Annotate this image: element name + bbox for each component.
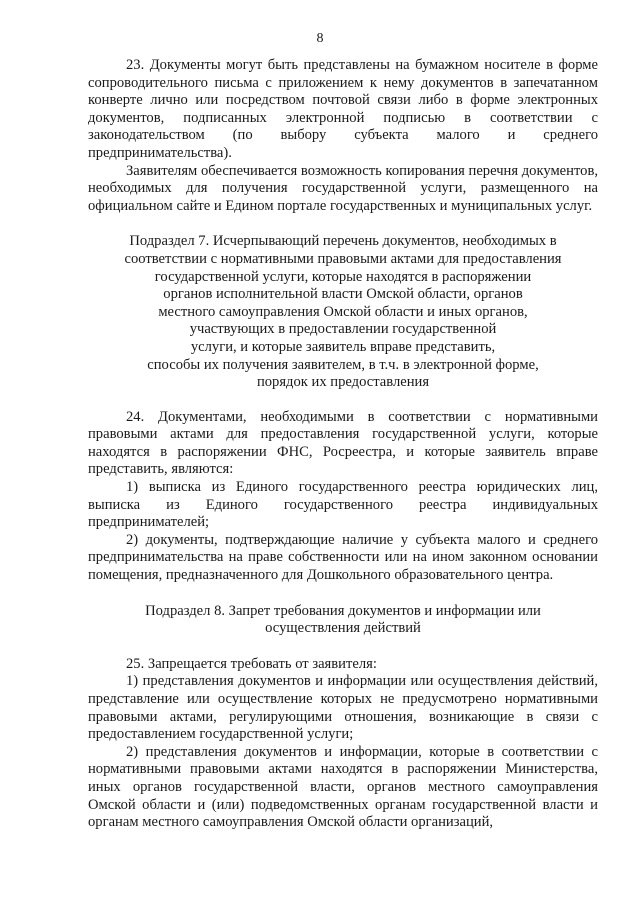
heading-line: органов исполнительной власти Омской области, органов [163, 286, 523, 303]
paragraph-copy-access: Заявителям обеспечивается возможность копирования перечня документов, необходимых для получения государственной услуги, размещенного на официальном сайте и Едином портале государственных и муниципальных услуг. [88, 162, 598, 214]
subsection-8-heading [88, 603, 598, 638]
document-body [88, 57, 598, 832]
heading-line: государственной услуги, которые находятся в распоряжении [154, 268, 532, 285]
list-item-25-2: 2) представления документов и информации, которые в соответствии с нормативными правовыми актами находятся в распоряжении Министерства, иных органов государственной власти, органов местного самоуправления Омской области и (или) подведомственных органам государственной власти и органам местного самоуправления Омской области организаций, [88, 743, 598, 831]
heading-line: услуги, и которые заявитель вправе представить, [190, 338, 496, 355]
paragraph-23: 23. Документы могут быть представлены на бумажном носителе в форме сопроводительного письма с приложением к нему документов в запечатанном конверте лично или посредством почтовой связи либо в форме электронных документов, подписанных электронной подписью в соответствии с законодательством (по выбору субъекта малого и среднего предпринимательства). [88, 57, 598, 161]
page-number: 8 [316, 31, 324, 46]
subsection-7-heading [88, 233, 598, 391]
heading-line: Подраздел 7. Исчерпывающий перечень документов, необходимых в [129, 233, 557, 250]
heading-line: участвующих в предоставлении государственной [189, 321, 497, 338]
heading-line: соответствии с нормативными правовыми актами для предоставления [124, 250, 562, 267]
list-item-25-1: 1) представления документов и информации или осуществления действий, представление или осуществление которых не предусмотрено нормативными правовыми актами, регулирующими отношения, возникающие в связи с предоставлением государственной услуги; [88, 673, 598, 743]
heading-line: Подраздел 8. Запрет требования документов и информации или [145, 602, 541, 619]
heading-line: осуществления действий [265, 620, 421, 637]
paragraph-25: 25. Запрещается требовать от заявителя: [126, 655, 377, 672]
list-item-24-2: 2) документы, подтверждающие наличие у субъекта малого и среднего предпринимательства на праве собственности или на ином законном основании помещения, предназначенного для Дошкольного образовательного центра. [88, 531, 598, 584]
heading-line: порядок их предоставления [256, 374, 430, 391]
heading-line: способы их получения заявителем, в т.ч. в электронной форме, [147, 356, 539, 373]
heading-line: местного самоуправления Омской области и иных органов, [158, 303, 528, 320]
paragraph-24: 24. Документами, необходимыми в соответствии с нормативными правовыми актами для предоставления государственной услуги, которые находятся в распоряжении ФНС, Росреестра, и которые заявитель вправе представить, являются: [88, 408, 598, 478]
list-item-24-1: 1) выписка из Единого государственного реестра юридических лиц, выписка из Единого государственного реестра индивидуальных предпринимателей; [88, 479, 598, 531]
